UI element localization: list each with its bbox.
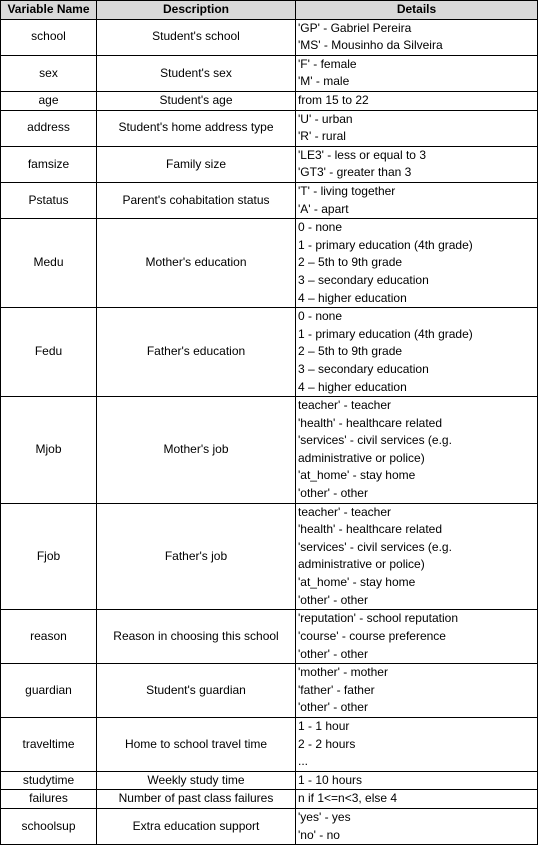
variable-name-cell: Medu (1, 219, 97, 308)
detail-line: 'M' - male (298, 74, 350, 89)
table-row (1, 308, 538, 397)
detail-line: 'GP' - Gabriel Pereira (298, 20, 412, 35)
variable-name-cell: guardian (1, 664, 97, 718)
details-cell (296, 55, 538, 91)
details-cell (296, 397, 538, 504)
detail-line: 'father' - father (298, 682, 375, 697)
detail-line: 'mother' - mother (298, 665, 388, 680)
detail-line: 'T' - living together (298, 183, 396, 198)
table-body (1, 19, 538, 845)
detail-line: from 15 to 22 (298, 92, 369, 107)
variable-name-cell: schoolsup (1, 808, 97, 844)
detail-line: administrative or police) (298, 557, 425, 572)
detail-line: 0 - none (298, 220, 343, 235)
description-cell: Student's guardian (97, 664, 296, 718)
table-row (1, 808, 538, 844)
detail-line: 'other' - other (298, 700, 368, 715)
details-cell (296, 718, 538, 772)
detail-line: 'at_home' - stay home (298, 468, 416, 483)
variable-name-cell: studytime (1, 771, 97, 790)
detail-line: administrative or police) (298, 450, 425, 465)
detail-line: 'GT3' - greater than 3 (298, 165, 412, 180)
header-row (1, 1, 538, 20)
table-row (1, 19, 538, 55)
table-row (1, 55, 538, 91)
details-cell (296, 790, 538, 809)
details-cell (296, 664, 538, 718)
detail-line: 'A' - apart (298, 201, 349, 216)
description-cell: Weekly study time (97, 771, 296, 790)
variable-name-cell: famsize (1, 146, 97, 182)
description-cell: Family size (97, 146, 296, 182)
description-cell: Student's age (97, 91, 296, 110)
detail-line: 'LE3' - less or equal to 3 (298, 147, 426, 162)
table-row (1, 664, 538, 718)
details-cell (296, 771, 538, 790)
details-cell (296, 19, 538, 55)
details-cell (296, 91, 538, 110)
table-row (1, 718, 538, 772)
detail-line: 'services' - civil services (e.g. (298, 539, 452, 554)
description-cell: Student's home address type (97, 110, 296, 146)
detail-line: 'yes' - yes (298, 809, 351, 824)
detail-line: 'MS' - Mousinho da Silveira (298, 38, 443, 53)
description-cell: Reason in choosing this school (97, 610, 296, 664)
detail-line: 1 - 1 hour (298, 719, 350, 733)
variable-name-cell: Pstatus (1, 182, 97, 218)
detail-line: 'no' - no (298, 827, 340, 842)
variable-name-cell: Mjob (1, 397, 97, 504)
variable-name-cell: school (1, 19, 97, 55)
description-cell: Student's sex (97, 55, 296, 91)
table-row (1, 397, 538, 504)
header-variable-name: Variable Name (1, 1, 97, 20)
detail-line: 2 – 5th to 9th grade (298, 344, 403, 359)
description-cell: Father's education (97, 308, 296, 397)
detail-line: 'reputation' - school reputation (298, 611, 459, 626)
table-row (1, 610, 538, 664)
details-cell (296, 219, 538, 308)
detail-line: 'health' - healthcare related (298, 415, 443, 430)
table-row (1, 503, 538, 610)
variable-name-cell: traveltime (1, 718, 97, 772)
variable-name-cell: reason (1, 610, 97, 664)
details-cell (296, 808, 538, 844)
description-cell: Parent's cohabitation status (97, 182, 296, 218)
detail-line: ... (298, 754, 309, 769)
variable-name-cell: address (1, 110, 97, 146)
details-cell (296, 308, 538, 397)
detail-line: 'F' - female (298, 56, 357, 71)
details-cell (296, 110, 538, 146)
description-cell: Number of past class failures (97, 790, 296, 809)
description-cell: Mother's education (97, 219, 296, 308)
details-cell (296, 610, 538, 664)
description-cell: Mother's job (97, 397, 296, 504)
detail-line: 'other' - other (298, 486, 368, 501)
variable-name-cell: sex (1, 55, 97, 91)
table-row (1, 182, 538, 218)
detail-line: 0 - none (298, 309, 343, 324)
description-cell: Home to school travel time (97, 718, 296, 772)
header-details: Details (296, 1, 538, 20)
detail-line: 1 - 10 hours (298, 772, 363, 787)
table-row (1, 91, 538, 110)
detail-line: 'R' - rural (298, 129, 346, 144)
detail-line: teacher' - teacher (298, 398, 392, 413)
detail-line: 4 – higher education (298, 379, 407, 394)
table-row (1, 146, 538, 182)
detail-line: 'services' - civil services (e.g. (298, 433, 452, 448)
variable-name-cell: Fedu (1, 308, 97, 397)
detail-line: 'course' - course preference (298, 628, 446, 643)
detail-line: 'other' - other (298, 646, 368, 661)
detail-line: n if 1<=n<3, else 4 (298, 791, 398, 806)
detail-line: teacher' - teacher (298, 504, 392, 519)
table-row (1, 110, 538, 146)
table-row (1, 771, 538, 790)
table-row (1, 790, 538, 809)
detail-line: 2 – 5th to 9th grade (298, 255, 403, 270)
detail-line: 'health' - healthcare related (298, 522, 443, 537)
detail-line: 3 – secondary education (298, 361, 429, 376)
detail-line: 1 - primary education (4th grade) (298, 326, 473, 341)
variable-name-cell: failures (1, 790, 97, 809)
detail-line: 1 - primary education (4th grade) (298, 237, 473, 252)
detail-line: 'other' - other (298, 592, 368, 607)
header-description: Description (97, 1, 296, 20)
description-cell: Student's school (97, 19, 296, 55)
detail-line: 2 - 2 hours (298, 736, 356, 751)
details-cell (296, 182, 538, 218)
detail-line: 4 – higher education (298, 290, 407, 305)
details-cell (296, 146, 538, 182)
detail-line: 'at_home' - stay home (298, 575, 416, 590)
table-row (1, 219, 538, 308)
description-cell: Father's job (97, 503, 296, 610)
description-cell: Extra education support (97, 808, 296, 844)
details-cell (296, 503, 538, 610)
detail-line: 3 – secondary education (298, 272, 429, 287)
detail-line: 'U' - urban (298, 111, 353, 126)
variable-name-cell: age (1, 91, 97, 110)
variable-name-cell: Fjob (1, 503, 97, 610)
